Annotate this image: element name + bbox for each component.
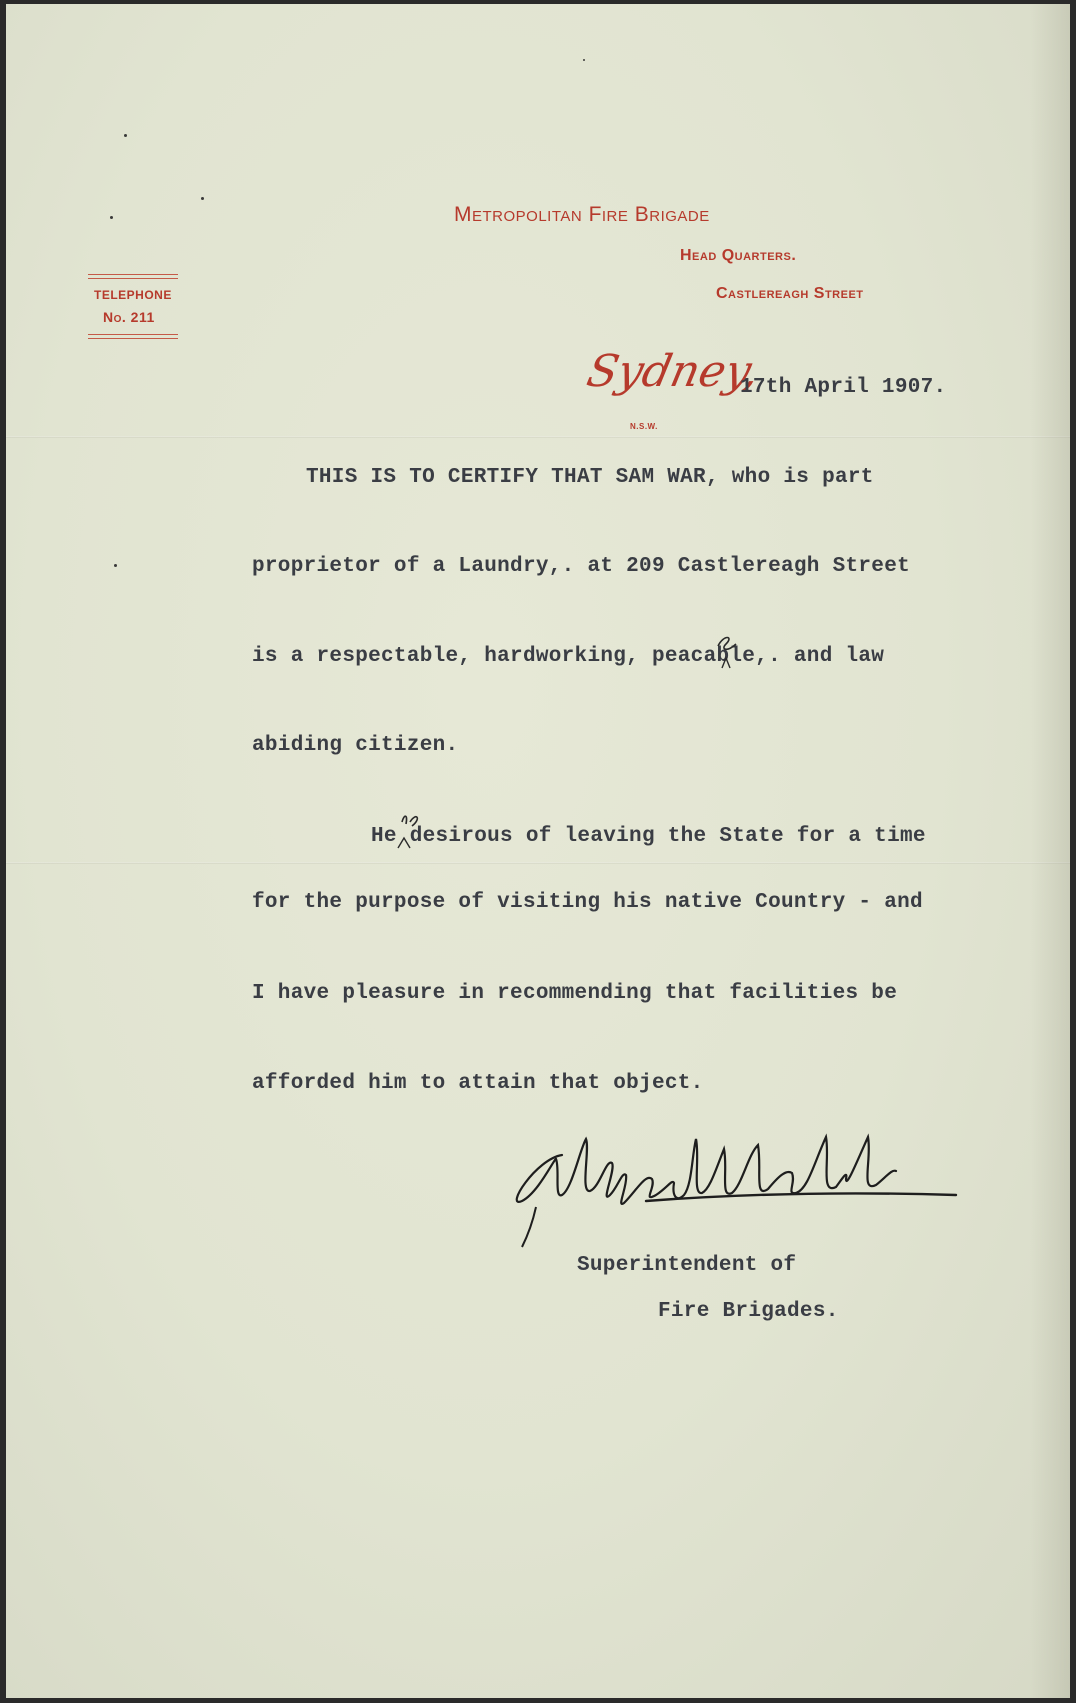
- letterhead-street: Castlereagh Street: [716, 285, 864, 302]
- body-line: He desirous of leaving the State for a time: [371, 825, 926, 848]
- paper-speck: [201, 197, 204, 200]
- letter-date: 17th April 1907.: [740, 376, 947, 399]
- paper-speck: [110, 216, 113, 219]
- handwritten-correction-is: [396, 804, 426, 844]
- letterhead-organisation: Metropolitan Fire Brigade: [454, 203, 710, 226]
- telephone-rule-bottom: [88, 334, 178, 335]
- telephone-rule-top: [88, 274, 178, 275]
- body-line: proprietor of a Laundry,. at 209 Castlereagh Street: [252, 555, 911, 578]
- body-line: THIS IS TO CERTIFY THAT SAM WAR, who is part: [306, 466, 874, 489]
- signatory-title-line1: Superintendent of: [577, 1254, 797, 1277]
- telephone-rule-top-2: [88, 278, 178, 279]
- handwritten-correction-e: [714, 632, 744, 672]
- body-line: for the purpose of visiting his native Country - and: [252, 891, 923, 914]
- paper-speck: [114, 564, 117, 567]
- body-line: is a respectable, hardworking, peacable,. and law: [252, 645, 885, 668]
- paper-speck: [583, 59, 585, 61]
- body-line: afforded him to attain that object.: [252, 1072, 704, 1095]
- place-state: N.S.W.: [630, 422, 658, 431]
- signatory-title-line2: Fire Brigades.: [658, 1300, 839, 1323]
- page-fold-upper: [6, 436, 1070, 438]
- page-fold-middle: [6, 862, 1070, 864]
- telephone-number: No. 211: [103, 309, 155, 325]
- telephone-rule-bottom-2: [88, 338, 178, 339]
- letter-page: [6, 4, 1070, 1698]
- body-line: abiding citizen.: [252, 734, 459, 757]
- place-city: Sydney,: [582, 346, 764, 397]
- letterhead-head-quarters: Head Quarters.: [680, 247, 797, 264]
- telephone-label: TELEPHONE: [94, 288, 172, 302]
- paper-speck: [124, 134, 127, 137]
- page-edge-shadow: [1030, 4, 1070, 1698]
- body-line: I have pleasure in recommending that facilities be: [252, 982, 898, 1005]
